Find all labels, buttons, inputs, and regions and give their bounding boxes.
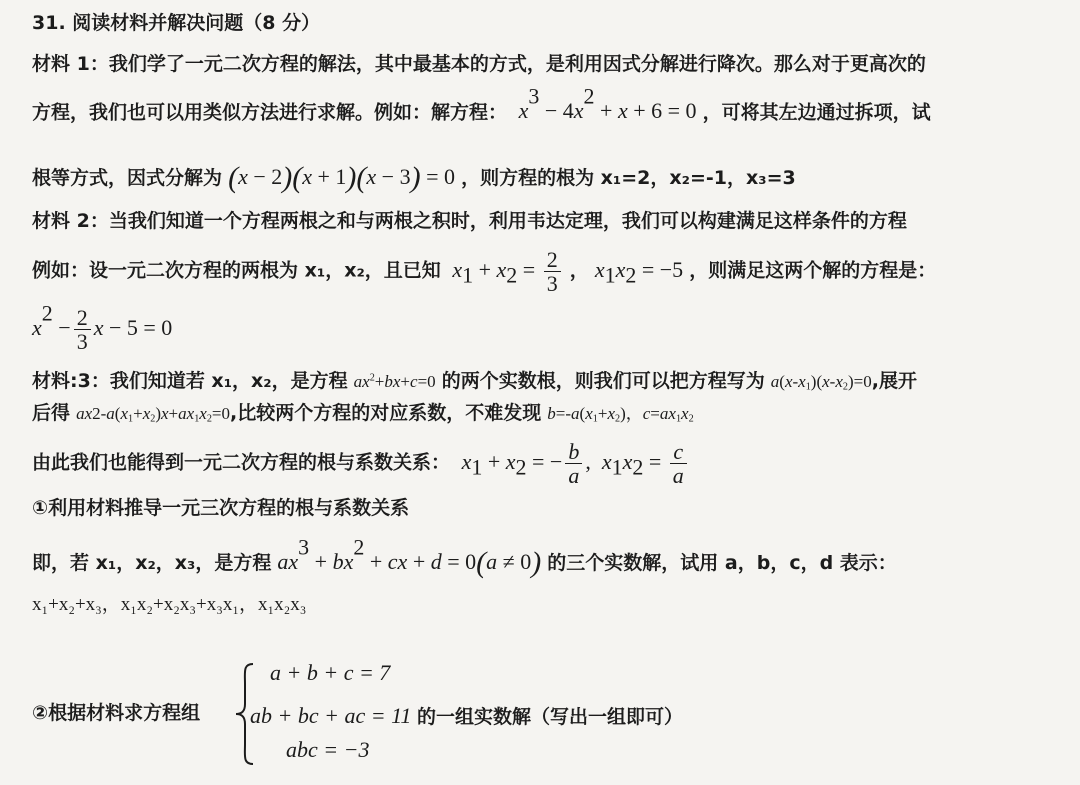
system-eq3: abc = −3 bbox=[286, 737, 370, 762]
question-title: 31. 阅读材料并解决问题（8 分） bbox=[32, 12, 321, 34]
q1-cubic-equation: $ax^3 + bx^2$ + cx + d = 0(a ≠ 0) bbox=[277, 534, 542, 579]
material3-line2 bbox=[32, 402, 1060, 425]
material2-line2-text: 例如：设一元二次方程的两根为 x₁，x₂，且已知 bbox=[32, 259, 441, 282]
q1-line2 bbox=[32, 534, 1060, 581]
material1-line3-text: 根等方式，因式分解为 bbox=[32, 167, 223, 189]
material2-line1: 材料 2：当我们知道一个方程两根之和与两根之积时，利用韦达定理，我们可以构建满足这样条件的方程 bbox=[32, 210, 907, 232]
system-eq1: a + b + c = 7 bbox=[270, 660, 391, 685]
material3-line2-mid: ,比较两个方程的对应系数，不难发现 bbox=[230, 402, 542, 424]
material3-line3 bbox=[32, 440, 1060, 487]
q1-title: ①利用材料推导一元三次方程的根与系数关系 bbox=[32, 497, 410, 519]
material1-line2 bbox=[32, 84, 1060, 125]
material3-line3-text: 由此我们也能得到一元二次方程的根与系数关系： bbox=[32, 451, 451, 474]
q2-tail: 的一组实数解（写出一组即可） bbox=[416, 706, 683, 728]
q1-line2-tail: 的三个实数解，试用 a，b，c，d 表示： bbox=[547, 552, 897, 574]
material3-line1-tail: ,展开 bbox=[871, 370, 917, 392]
material3-line1-mid: 的两个实数根，则我们可以把方程写为 bbox=[441, 370, 765, 392]
material1-line3 bbox=[32, 160, 1060, 196]
q2-label: ②根据材料求方程组 bbox=[32, 702, 201, 724]
material2-product-of-roots: $x_1x_2 = -5$ bbox=[594, 256, 684, 288]
material2-sum-of-roots: $x_1 + x_2$ = $\frac{2}{3}$ bbox=[447, 257, 564, 282]
material1-line3-tail: ，则方程的根为 x₁=2，x₂=-1，x₃=3 bbox=[461, 167, 796, 189]
material2-line2 bbox=[32, 248, 1060, 295]
material2-line2-tail: ，则满足这两个解的方程是： bbox=[689, 259, 937, 282]
material1-line2-tail: ，可将其左边通过拆项，试 bbox=[702, 101, 931, 124]
material1-factored-form: (x − 2)(x + 1)(x − 3) = 0 bbox=[228, 161, 456, 194]
material3-quadratic: $ax^2+bx+c=0$ bbox=[353, 372, 436, 391]
system-eq2 bbox=[250, 702, 683, 729]
material3-line1 bbox=[32, 370, 1060, 393]
system-eq2-expr: ab + bc + ac = 11 bbox=[250, 703, 412, 728]
material1-line2-text: 方程，我们也可以用类似方法进行求解。例如：解方程： bbox=[32, 101, 508, 124]
q1-line2-text: 即，若 x₁，x₂，x₃，是方程 bbox=[32, 552, 272, 574]
material3-expanded-form: $ax2-a(x_1+x_2)x+ax_1x_2=0$ bbox=[76, 404, 231, 425]
material3-line2-text: 后得 bbox=[32, 402, 71, 424]
material1-cubic-equation: $x^3 - 4x^2 + x + 6 = 0$ bbox=[513, 84, 697, 124]
material2-line2-mid: ， bbox=[569, 259, 589, 282]
material3-line1-text: 材料:3：我们知道若 x₁，x₂，是方程 bbox=[32, 370, 348, 392]
material3-coefficients: $b=-a(x_1+x_2)$，$c=ax_1x_2$ bbox=[547, 404, 694, 425]
q1-expressions: x₁+x₂+x₃，x₁x₂+x₂x₃+x₃x₁，x₁x₂x₃ bbox=[32, 594, 307, 615]
vieta-formulas: $x_1 + x_2$ = − $\frac{b}{a}$ , $x_1x_2$ = $\frac{c}{a}$ bbox=[456, 449, 690, 474]
material2-resulting-equation: $x^2$ − $\frac{2}{3}$ x − 5 = 0 bbox=[32, 300, 173, 355]
material3-product-form: $a(x-x_1)(x-x_2)=0$ bbox=[770, 372, 872, 393]
material1-line1: 材料 1：我们学了一元二次方程的解法，其中最基本的方式，是利用因式分解进行降次。那么对于更高次的 bbox=[32, 53, 926, 75]
